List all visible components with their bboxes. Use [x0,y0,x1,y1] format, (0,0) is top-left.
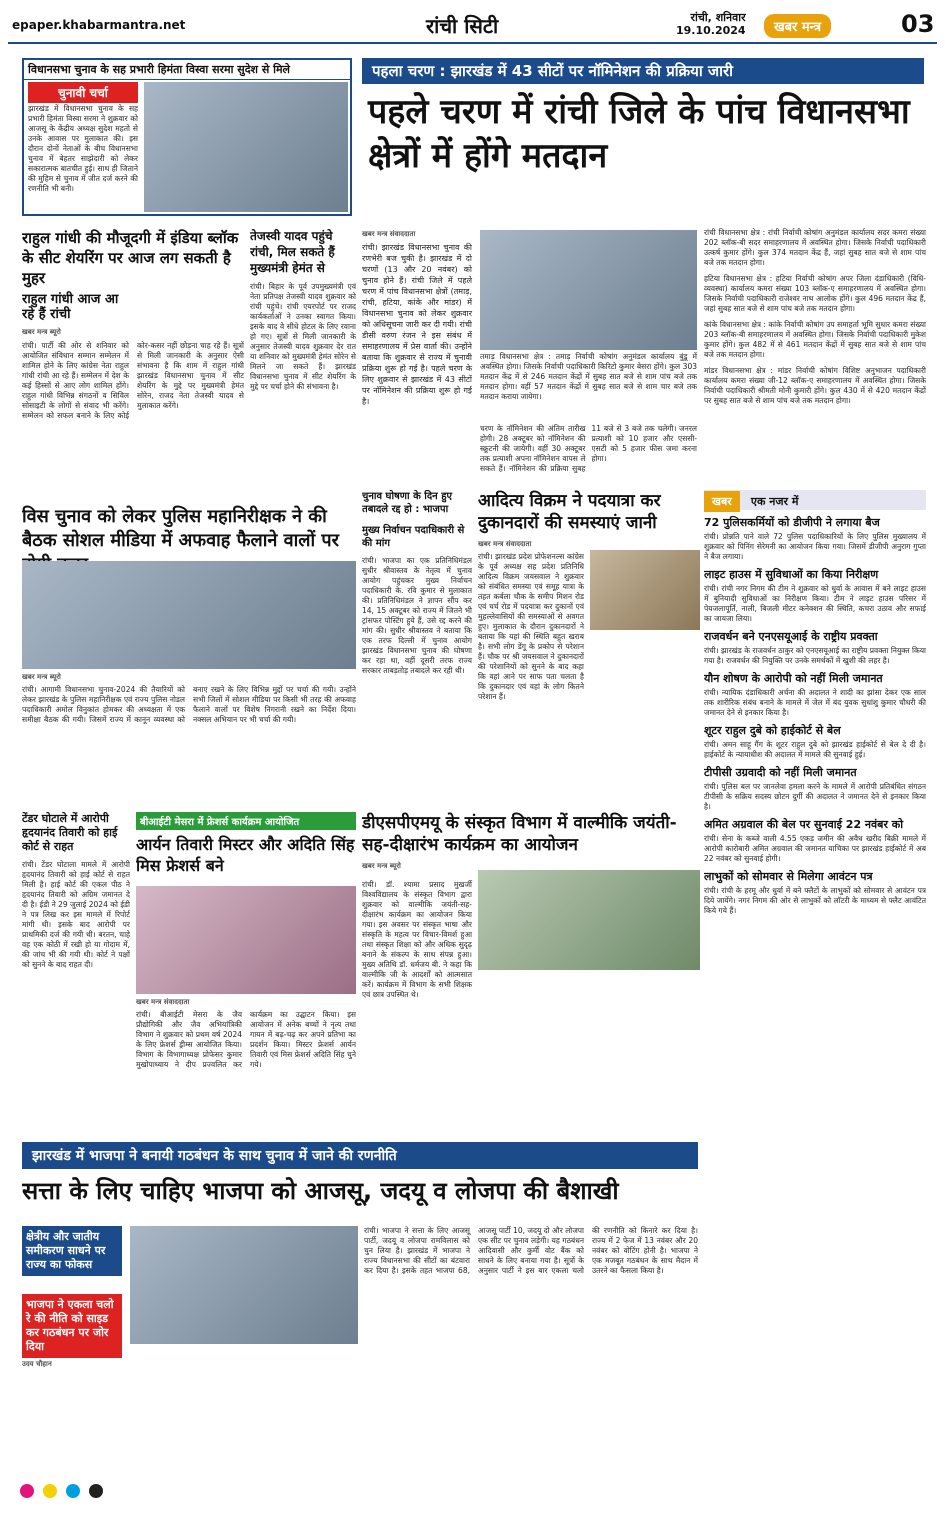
story-bit-kicker: बीआईटी मेसरा में फ्रेशर्स कार्यक्रम आयोजित [136,812,356,830]
story-cec [362,490,472,805]
news-brief-body: रांची। अमन साहू गैंग के शूटर राहुल दुबे को झारखंड हाईकोर्ट से बेल दे दी है। हाईकोर्ट के न्यायाधीश की अदालत में मामले की सुनवाई हुई। [704,740,926,759]
news-in-brief-list [704,516,926,916]
constituency-kanke: कांके विधानसभा क्षेत्र : कांके निर्वाची कोषांग उप समाहर्ता भूमि सुधार कमरा संख्या 203 ब्लॉक-बी समाहरणालय में अवस्थित होगा। जिसके निर्वाची पदाधिकारी मुकेश कुमार होंगे। कुल 482 में से 461 मतदान केंद्रों में सुबह सात बजे से शाम पांच बजे तक मतदान होगा। [704,320,926,359]
news-brief-body: रांची। पुलिस बल पर जानलेवा हमला करने के मामले में आरोपी प्रतिबंधित संगठन टीपीसी के सक्रिय सदस्य छोटन दुर्गी की अदालत ने जमानत देने से इनकार किया है। [704,782,926,811]
story-dspmu-headline: डीएसपीएमयू के संस्कृत विभाग में वाल्मीकि जयंती-सह-दीक्षारंभ कार्यक्रम का आयोजन [362,813,677,855]
story-aditya-photo [590,550,700,630]
story-dspmu-photo [478,870,700,970]
story-himanta-photo [144,82,348,212]
news-brief-body: रांची। सेना के कब्जे वाली 4.55 एकड़ जमीन की अवैध खरीद बिक्री मामले में आरोपी कारोबारी अमित अग्रवाल की जमानत याचिका पर झारखंड हाईकोर्ट में अब 22 नवंबर को सुनवाई होगी। [704,834,926,863]
story-tender [22,812,130,1132]
news-in-brief [704,490,926,1470]
news-brief-item [704,724,926,760]
story-himanta-tag: चुनावी चर्चा [28,82,138,103]
news-brief-body: रांची। प्रोन्नति पाने वाले 72 पुलिस पदाधिकारियों के लिए पुलिस मुख्यालय में शुक्रवार को पिनिंग सेरेमनी का आयोजन किया गया। जिसमें डीजीपी अनुराग गुप्ता ने बैज लगाया। [704,532,926,561]
story-bjp-photo [130,1226,358,1344]
story-tejashwi-headline: तेजस्वी यादव पहुंचे रांची, मिल सकते हैं मुख्यमंत्री हेमंत से [250,229,335,275]
lead-photo-caption: तमाड़ विधानसभा क्षेत्र : तमाड़ निर्वाची कोषांग अनुमंडल कार्यालय बुंडू में अवस्थित होगा। जिसके निर्वाची पदाधिकारी किरिटो कुमार बेसरा होंगे। कुल 303 मतदान केंद्र में से 246 मतदान केंद्रों में सुबह सात बजे से शाम पांच बजे तक मतदान होगा। वहीं 57 मतदान केंद्रों में सुबह सात बजे से शाम चार बजे तक मतदान कराया जायेगा। [480,352,697,401]
print-registration-marks [20,1480,925,1500]
story-police-headline: विस चुनाव को लेकर पुलिस महानिरीक्षक ने की बैठक सोशल मीडिया में अफवाह फैलाने वालों पर [22,506,339,551]
story-police-photo [22,561,356,669]
story-aditya [478,490,700,805]
lead-kicker: पहला चरण : झारखंड में 43 सीटों पर नॉमिनेशन की प्रक्रिया जारी [362,58,924,84]
lead-photo [480,230,697,350]
story-tender-headline: टेंडर घोटाले में आरोपी हृदयानंद तिवारी को हाई कोर्ट से राहत [22,812,118,853]
story-dspmu-byline: खबर मन्त्र ब्यूरो [362,862,401,870]
page-section-title: रांची सिटी [426,14,499,38]
constituency-ranchi: रांची विधानसभा क्षेत्र : रांची निर्वाची कोषांग अनुमंडल कार्यालय सदर कमरा संख्या 202 ब्लॉक-बी सदर समाहरणालय में अवस्थित होगा। जिसके निर्वाची पदाधिकारी उत्कर्ष कुमार होंगे। कुल 374 मतदान केंद्र हैं, जहां सुबह सात बजे से शाम पांच बजे तक मतदान होगा। [704,228,926,267]
story-bjp-body: रांची। भाजपा ने सत्ता के लिए आजसू पार्टी, जदयू व लोजपा रामविलास को चुन लिया है। झारखंड में भाजपा ने राज्य विधानसभा की सीटों का बंटवारा कर दिया है। इसके तहत भाजपा 68, आजसू पार्टी 10, जदयू दो और लोजपा एक सीट पर चुनाव लड़ेगी। यह गठबंधन आदिवासी और कुर्मी वोट बैंक को साधने के लिए बनाया गया है। सूत्रों के अनुसार पार्टी ने इस बार एकला चलो की रणनीति को किनारे कर दिया है। राज्य में 2 फेज में 13 नवंबर और 20 नवंबर को वोटिंग होनी है। भाजपा ने एक मजबूत गठबंधन के साथ मैदान में उतरने का फैसला किया है। [364,1226,698,1275]
story-rahul-byline: खबर मन्त्र ब्यूरो [22,328,61,336]
news-brief-item [704,630,926,666]
story-cec-kicker: चुनाव घोषणा के दिन हुए तबादले रद्द हो : भाजपा [362,491,453,515]
edition-date [676,11,746,37]
story-dspmu [362,812,700,1132]
lead-body: रांची। झारखंड विधानसभा चुनाव की रणभेरी बज चुकी है। झारखंड में दो चरणों (13 और 20 नवंबर) को चुनाव होने हैं। रांची जिले में पहले चरण में पांच विधानसभा क्षेत्रों (तमाड़, रांची, हटिया, कांके और मांडर) में विधानसभा चुनाव को लेकर शुक्रवार को अधिसूचना जारी कर दी गयी। रांची डीसी वरुण रंजन ने इस संबंध में समाहरणालय में प्रेस वार्ता की। उन्होंने बताया कि शुक्रवार से राज्य में चुनावी प्रक्रिया शुरू हो गई है। पहले चरण के लिए शुक्रवार से झारखंड में 43 सीटों पर नॉमिनेशन की प्रक्रिया शुरू हो गई है। [362,243,472,406]
story-police [22,505,356,805]
news-in-brief-title: एक नजर में [750,495,799,508]
news-brief-body: रांची। झारखंड के राजवर्धन ठाकुर को एनएसयूआई का राष्ट्रीय प्रवक्ता नियुक्त किया गया है। राजवर्धन की नियुक्ति पर उनके समर्थकों में खुशी की लहर है। [704,646,926,665]
lead-story [362,58,924,218]
news-brief-body: रांची। रांची नगर निगम की टीम ने शुक्रवार को धुर्वा के आवास में बने लाइट हाउस में बुनियादी सुविधाओं का निरीक्षण किया। टीम ने लाइट हाउस परिसर में पेयजलापूर्ति, नाली, बिजली मीटर कनेक्शन की स्थिति, कचरा उठाव और सफाई का जायजा लिया। [704,584,926,623]
site-url[interactable]: epaper.khabarmantra.net [12,18,186,32]
news-brief-headline: लाइट हाउस में सुविधाओं का किया निरीक्षण [704,568,879,581]
story-bit-body: रांची। बीआईटी मेसरा के जैव प्रौद्योगिकी और जैव अभियांत्रिकी विभाग ने शुक्रवार को प्रथम वर्ष 2024 के लिए फ्रेशर्स ड्रीम्स आयोजित किया। विभाग के विभागाध्यक्ष प्रोफेसर कुमार मुखोपाध्याय ने दीप प्रज्वलित कर कार्यक्रम का उद्घाटन किया। इस आयोजन में अनेक बच्चों ने नृत्य तथा गायन में बढ़-चढ़ कर अपने प्रतिभा का प्रदर्शन किया। मिस्टर फ्रेशर्स आर्यन तिवारी एवं मिस फ्रेशर्स अदिति सिंह चुने गये। [136,1010,356,1069]
story-bit-headline: आर्यन तिवारी मिस्टर और अदिति सिंह मिस फ्रेशर्स बने [136,835,355,875]
news-brief-body: रांची। न्यायिक दंडाधिकारी अर्चना की अदालत ने शादी का झांसा देकर एक साल तक शारीरिक संबंध बनाने के मामले में जेल में बंद युवक सुधांशु कुमार चौधरी की जमानत देने से इनकार किया है। [704,688,926,717]
story-bjp-headline: सत्ता के लिए चाहिए भाजपा को आजसू, जदयू व लोजपा की बैशाखी [22,1177,619,1205]
constituency-hatia: हटिया विधानसभा क्षेत्र : हटिया निर्वाची कोषांग अपर जिला दंडाधिकारी (विधि-व्यवस्था) कार्यालय कमरा संख्या 103 ब्लॉक-ए समाहरणालय में अवस्थित होगा। जिसके निर्वाची पदाधिकारी राजेश्वर नाथ आलोक होंगे। कुल 496 मतदान केंद्र हैं, जहां सुबह सात बजे से शाम पांच बजे तक मतदान होगा। [704,274,926,313]
story-bit-photo [136,886,356,994]
news-brief-headline: राजवर्धन बने एनएसयूआई के राष्ट्रीय प्रवक्ता [704,630,878,643]
constituency-mandar: मांडर विधानसभा क्षेत्र : मांडर निर्वाची कोषांग विशिष्ट अनुभाजन पदाधिकारी कार्यालय कमरा संख्या जी-12 ब्लॉक-ए समाहरणालय में अवस्थित होगा। जिसके निर्वाची पदाधिकारी श्रीमती मोनी कुमारी होंगे। कुल 430 में से 420 मतदान केंद्रों पर सुबह सात बजे से शाम पांच बजे तक मतदान होगा। [704,366,926,405]
story-himanta-body: झारखंड में विधानसभा चुनाव के सह प्रभारी हिमंता विस्वा सरमा ने शुक्रवार को आजसू के केंद्रीय अध्यक्ष सुदेश महतो से उनके आवास पर मुलाकात की। इस दौरान दोनों नेताओं के बीच विधानसभा चुनाव में बेहतर साझेदारी को लेकर सकारात्मक बातचीत हुई। साथ ही जिताने की मुहिम से चुनाव में जीत दर्ज करने की रणनीति भी बनी। [28,104,138,193]
story-himanta [22,58,352,216]
story-himanta-title: विधानसभा चुनाव के सह प्रभारी हिमंता विस्वा सरमा सुदेश से मिले [24,60,350,80]
story-aditya-body: रांची। झारखंड प्रदेश प्रोफेशनल्स कांग्रेस के पूर्व अध्यक्ष सह प्रदेश प्रतिनिधि आदित्य विक्रम जयसवाल ने शुक्रवार को संबंधित समस्या एवं समूह यात्रा के तहत कर्बला चौक के समीप मिशन रोड एवं चर्च रोड में पदयात्रा कर दुकानों एवं मुहल्लेवासियों की समस्याओं से अवगत हुए। मुलाकात के दौरान दुकानदारों ने बताया कि यहां की स्थिति बहुत खराब है। सभी लोग डेंगू के प्रकोप से परेशान हैं। चौक पर श्री जयसवाल ने दुकानदारों की परेशानियों को सुनने के बाद कहा कि वहां आने पर साफ पता चलता है कि दुकानदार एवं वहां के लोग कितने परेशान हैं। [478,552,584,701]
story-bit [136,812,356,1132]
news-brief-headline: टीपीसी उग्रवादी को नहीं मिली जमानत [704,766,857,779]
brand-logo: खबर मन्त्र [764,14,831,38]
reg-dot-magenta [20,1484,34,1498]
news-brief-body: रांची। रांची के हरमू और धुर्वा में बने फ्लैटों के लाभुकों को सोमवार से आवंटन पत्र दिये जायेंगे। नगर निगम की ओर से लाभुकों को लॉटरी के माध्यम से फ्लैट आवंटित किये गये हैं। [704,886,926,915]
story-tejashwi [250,228,356,493]
story-rahul-sub: राहुल गांधी आज आ रहे हैं रांची [22,292,119,322]
story-rahul-body: रांची। पार्टी की ओर से शनिवार को आयोजित संविधान सम्मान सम्मेलन में शामिल होने के लिए कांग्रेस नेता राहुल गांधी रांची आ रहे हैं। सम्मेलन में देश के कई हिस्सों से आए लोग शामिल होंगे। राहुल गांधी विभिन्न संगठनों व सिविल सोसाइटी के लोगों से संवाद भी करेंगे। सम्मेलन को सफल बनाने के लिए कोई कोर-कसर नहीं छोड़ना चाह रहे हैं। सूत्रों से मिली जानकारी के अनुसार ऐसी संभावना है कि शाम में राहुल गांधी झारखंड विधानसभा चुनाव में सीट शेयरिंग के मुद्दे पर मुख्यमंत्री हेमंत सोरेन, राजद नेता तेजस्वी यादव से मुलाकात करेंगे। [22,341,244,420]
story-bit-byline: खबर मन्त्र संवाददाता [136,998,190,1006]
reg-dot-black [89,1484,103,1498]
news-brief-headline: लाभुकों को सोमवार से मिलेगा आवंटन पत्र [704,870,873,883]
news-brief-item [704,672,926,718]
news-brief-headline: अमित अग्रवाल की बेल पर सुनवाई 22 नवंबर को [704,818,904,831]
story-rahul-headline: राहुल गांधी की मौजूदगी में इंडिया ब्लॉक के सीट शेयरिंग पर आज लग सकती है मुहर [22,229,239,287]
story-aditya-byline: खबर मन्त्र संवाददाता [478,540,532,548]
story-bjp-side2: भाजपा ने एकला चलो रे की नीति को साइड कर गठबंधन पर जोर दिया [22,1294,122,1358]
date-day: रांची, शनिवार [690,11,746,24]
story-bjp-alliance [22,1142,698,1472]
news-brief-headline: 72 पुलिसकर्मियों को डीजीपी ने लगाया बैज [704,516,880,529]
lead-body-block [362,230,697,495]
news-in-brief-brand: खबर [704,491,740,512]
masthead [8,8,937,44]
story-cec-sub: मुख्य निर्वाचन पदाधिकारी से की मांग [362,525,465,549]
story-rahul [22,228,244,493]
story-bjp-kicker: झारखंड में भाजपा ने बनायी गठबंधन के साथ चुनाव में जाने की रणनीति [22,1142,698,1169]
news-brief-headline: शूटर राहुल दुबे को हाईकोर्ट से बेल [704,724,841,737]
lead-body-continued: चरण के नॉमिनेशन की अंतिम तारीख होगी। 28 अक्टूबर को नॉमिनेशन की स्क्रूटनी की जायेगी। वहीं 30 अक्टूबर तक प्रत्याशी अपना नॉमिनेशन वापस ले सकते हैं। नॉमिनेशन की प्रक्रिया सुबह 11 बजे से 3 बजे तक चलेगी। जनरल प्रत्याशी को 10 हजार और एससी-एसटी को 5 हजार फीस जमा करना होगा। [480,424,697,473]
lead-byline: खबर मन्त्र संवाददाता [362,230,416,238]
news-brief-item [704,516,926,562]
news-brief-item [704,818,926,864]
reg-dot-cyan [66,1484,80,1498]
news-brief-item [704,870,926,916]
story-police-body: रांची। आगामी विधानसभा चुनाव-2024 की तैयारियों को लेकर झारखंड के पुलिस महानिरीक्षक एवं राज्य पुलिस नोडल पदाधिकारी अमोल विनुकांत होमकर की अध्यक्षता में एक समीक्षा बैठक की गयी। जिसमें राज्य में कानून व्यवस्था को बनाए रखने के लिए विभिन्न मुद्दों पर चर्चा की गयी। उन्होंने सभी जिलों में सोशल मीडिया पर किसी भी तरह की अफवाह फैलाने वालों पर विशेष निगरानी रखने का निर्देश दिया। नक्सल अभियान पर भी चर्चा की गयी। [22,685,356,724]
story-dspmu-body: रांची। डॉ. श्यामा प्रसाद मुखर्जी विश्वविद्यालय के संस्कृत विभाग द्वारा शुक्रवार को वाल्मीकि जयंती-सह-दीक्षारंभ कार्यक्रम का आयोजन किया गया। इस अवसर पर संस्कृत भाषा और संस्कृति के महत्व पर विचार-विमर्श हुआ तथा संस्कृत शिक्षा को और अधिक सुदृढ़ बनाने के संकल्प के साथ संपन्न हुआ। मुख्य अतिथि डॉ. धर्मजय बी. ने कहा कि वाल्मीकि जी के आदर्शों को आत्मसात करें। कार्यक्रम में विभाग के सभी शिक्षक एवं छात्र उपस्थित थे। [362,880,472,999]
story-police-byline: खबर मन्त्र ब्यूरो [22,673,61,681]
reg-dot-yellow [43,1484,57,1498]
news-in-brief-header [704,490,926,510]
page-number: 03 [901,10,935,38]
lead-headline: पहले चरण में रांची जिले के पांच विधानसभा क्षेत्रों में होंगे मतदान [368,92,910,176]
story-bjp-byline: उदय चौहान [22,1360,52,1368]
date-value: 19.10.2024 [676,24,746,37]
story-aditya-headline: आदित्य विक्रम ने पदयात्रा कर दुकानदारों की समस्याएं जानी [478,491,661,533]
news-brief-item [704,766,926,812]
story-tender-body: रांची। टेंडर घोटाला मामले में आरोपी हृदयानंद तिवारी को हाई कोर्ट से राहत मिली है। हाई कोर्ट की एकल पीठ ने हृदयानंद तिवारी को अग्रिम जमानत दे दी है। ईडी ने 29 जुलाई 2024 को ईडी ने पत्र लिख कर इस मामले में रिपोर्ट मांगी थी। इसके बाद आरोपी पर प्राथमिकी दर्ज की गयी थी। बरतन, चाहे वह एक कोठी में रखी हो या गोदाम में, की जांच भी की गयी थी। कोर्ट ने पक्षों को सुनने के बाद राहत दी। [22,860,130,969]
news-brief-headline: यौन शोषण के आरोपी को नहीं मिली जमानत [704,672,883,685]
news-brief-item [704,568,926,624]
story-cec-body: रांची। भाजपा का एक प्रतिनिधिमंडल सुधीर श्रीवास्तव के नेतृत्व में चुनाव आयोग पहुंचकर मुख्य निर्वाचन पदाधिकारी के. रवि कुमार से मुलाकात की। प्रतिनिधिमंडल ने ज्ञापन सौंप कर 14, 15 अक्टूबर को राज्य में जितने भी ट्रांसफर पोस्टिंग हुये हैं, उसे रद्द करने की मांग की। सुधीर श्रीवास्तव ने बताया कि एक तरफ दिल्ली में चुनाव आयोग झारखंड विधानसभा चुनाव की घोषणा कर रहा था, वहीं दूसरी तरफ राज्य सरकार ताबड़तोड़ तबादले कर रही थी। [362,556,472,675]
story-tejashwi-body: रांची। बिहार के पूर्व उपमुख्यमंत्री एवं नेता प्रतिपक्ष तेजस्वी यादव शुक्रवार को रांची पहुंचे। रांची एयरपोर्ट पर राजद कार्यकर्ताओं ने उनका स्वागत किया। इसके बाद वे सीधे होटल के लिए रवाना हो गए। सूत्रों से मिली जानकारी के अनुसार तेजस्वी यादव शुक्रवार देर रात या शनिवार को मुख्यमंत्री हेमंत सोरेन से मिलने जा सकते हैं। झारखंड विधानसभा चुनाव में सीट शेयरिंग के मुद्दे पर चर्चा होने की संभावना है। [250,282,356,391]
constituency-list [704,228,926,486]
story-bjp-side1: क्षेत्रीय और जातीय समीकरण साधने पर राज्य का फोकस [22,1226,122,1276]
